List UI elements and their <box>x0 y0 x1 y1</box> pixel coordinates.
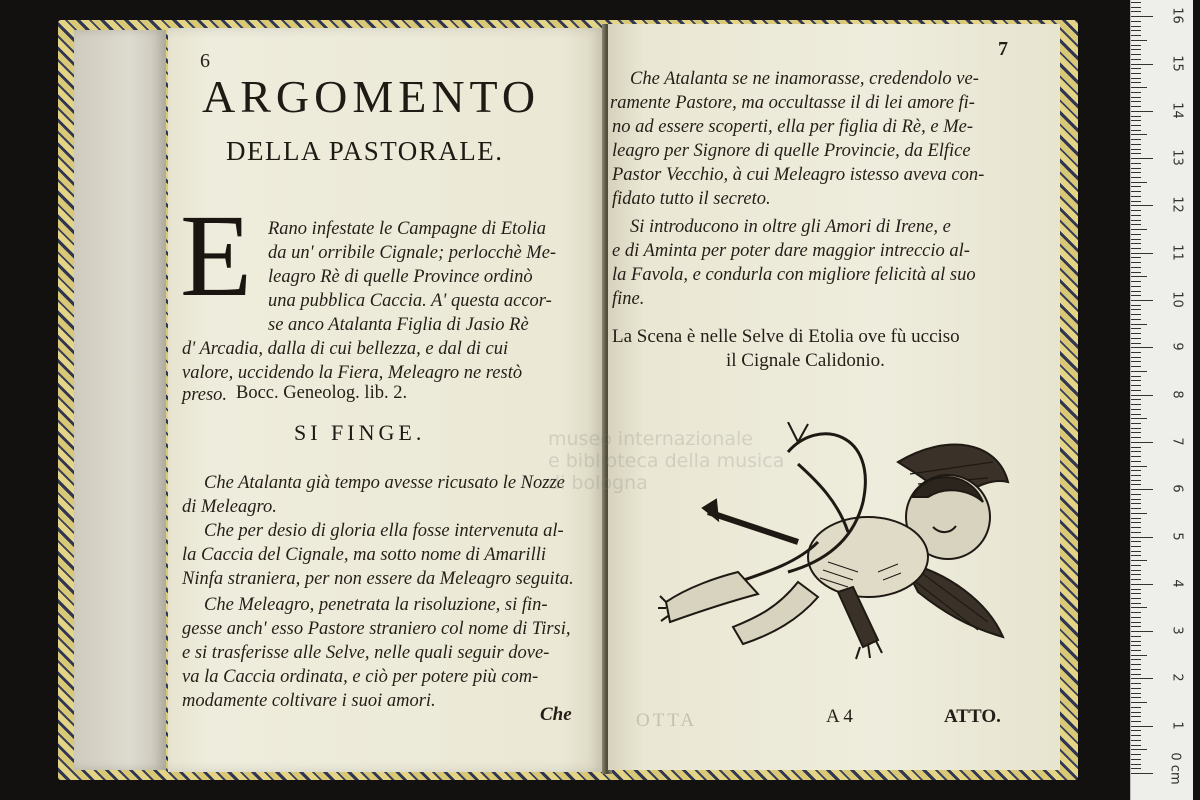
text-line: e si trasferisse alle Selve, nelle quali seguir dove- <box>182 643 550 663</box>
ruler-number: 8 <box>1169 389 1185 399</box>
ruler-tick <box>1131 409 1141 410</box>
ruler-tick <box>1131 593 1141 594</box>
ruler-tick <box>1131 702 1147 703</box>
text-line: Ninfa straniera, per non essere da Meleagro seguita. <box>182 569 574 589</box>
ruler-tick <box>1131 253 1153 254</box>
ruler-tick <box>1131 678 1153 679</box>
ruler-tick <box>1131 570 1141 571</box>
ruler-tick <box>1131 726 1153 727</box>
ruler-number: 3 <box>1169 626 1185 635</box>
ruler-tick <box>1131 551 1141 552</box>
ruler-number: 1 <box>1169 721 1185 730</box>
ruler-tick <box>1131 513 1147 514</box>
ruler-tick <box>1131 286 1141 287</box>
ruler-tick <box>1131 295 1141 296</box>
ruler-tick <box>1131 399 1141 400</box>
ruler-number: 12 <box>1169 196 1185 214</box>
text-line: fine. <box>612 289 645 309</box>
ruler-tick <box>1131 716 1141 717</box>
ruler-tick <box>1131 390 1141 391</box>
ruler-tick <box>1131 361 1141 362</box>
ruler-tick <box>1131 650 1141 651</box>
ruler-tick <box>1131 574 1141 575</box>
ruler-tick <box>1131 376 1141 377</box>
ruler-tick <box>1131 347 1153 348</box>
ruler-number: 4 <box>1169 579 1185 588</box>
ruler-tick <box>1131 437 1141 438</box>
ruler-tick <box>1131 116 1141 117</box>
ruler-tick <box>1131 220 1141 221</box>
ruler-tick <box>1131 432 1141 433</box>
ruler-tick <box>1131 456 1141 457</box>
ruler-tick <box>1131 11 1141 12</box>
ruler-number: 7 <box>1169 437 1185 446</box>
ruler-tick <box>1131 617 1141 618</box>
ruler-tick <box>1131 607 1147 608</box>
ruler-tick <box>1131 120 1141 121</box>
text-line: da un' orribile Cignale; perlocchè Me- <box>268 243 557 263</box>
text-line: Pastor Vecchio, à cui Meleagro istesso aveva con- <box>612 165 985 185</box>
ruler-tick <box>1131 54 1141 55</box>
ruler-tick <box>1131 68 1141 69</box>
ruler-tick <box>1131 385 1141 386</box>
ruler-tick <box>1131 314 1141 315</box>
text-line: valore, uccidendo la Fiera, Meleagro ne restò <box>182 363 523 383</box>
ruler-tick <box>1131 380 1141 381</box>
ruler-tick <box>1131 655 1147 656</box>
ruler-tick <box>1131 546 1141 547</box>
ruler-tick <box>1131 636 1141 637</box>
ruler-tick <box>1131 338 1141 339</box>
ruler-tick <box>1131 480 1141 481</box>
ruler-number: 5 <box>1169 531 1185 541</box>
ruler-tick <box>1131 674 1141 675</box>
ruler-tick <box>1131 196 1141 197</box>
ruler-tick <box>1131 451 1141 452</box>
text-line: va la Caccia ordinata, e ciò per potere più com- <box>182 667 539 687</box>
citation: Bocc. Geneolog. lib. 2. <box>236 383 408 403</box>
text-line: preso. <box>182 385 228 405</box>
ruler-tick <box>1131 754 1141 755</box>
page-number: 6 <box>200 50 210 72</box>
ruler-number: 6 <box>1169 484 1185 493</box>
ruler-tick <box>1131 101 1141 102</box>
ruler-tick <box>1131 328 1141 329</box>
page-subtitle: DELLA PASTORALE. <box>226 136 504 166</box>
ruler-tick <box>1131 470 1141 471</box>
ruler-tick <box>1131 149 1141 150</box>
text-line: Che Atalanta se ne inamorasse, credendolo ve- <box>630 69 979 89</box>
ruler-tick <box>1131 139 1141 140</box>
ruler-number: 13 <box>1169 149 1185 166</box>
ruler-tick <box>1131 565 1141 566</box>
ruler-tick <box>1131 276 1147 277</box>
text-line: di Meleagro. <box>182 497 277 517</box>
left-page <box>168 28 606 772</box>
ruler-number: 2 <box>1169 673 1185 683</box>
ruler-tick <box>1131 248 1141 249</box>
ruler-tick <box>1131 267 1141 268</box>
ruler-tick <box>1131 59 1141 60</box>
ruler-tick <box>1131 475 1141 476</box>
ruler-tick <box>1131 26 1141 27</box>
ruler-tick <box>1131 645 1141 646</box>
ruler-tick <box>1131 201 1141 202</box>
ruler-tick <box>1131 87 1147 88</box>
ruler-tick <box>1131 721 1141 722</box>
ruler-tick <box>1131 560 1147 561</box>
ruler-tick <box>1131 257 1141 258</box>
ruler-number: 11 <box>1169 243 1185 261</box>
ruler-tick <box>1131 461 1141 462</box>
ruler-tick <box>1131 153 1141 154</box>
ruler-tick <box>1131 740 1141 741</box>
ruler-tick <box>1131 125 1141 126</box>
ruler-tick <box>1131 688 1141 689</box>
text-line: Rano infestate le Campagne di Etolia <box>268 219 546 239</box>
ruler-tick <box>1131 404 1141 405</box>
ruler-tick <box>1131 40 1147 41</box>
ruler-tick <box>1131 579 1141 580</box>
ruler-tick <box>1131 745 1141 746</box>
ruler-tick <box>1131 324 1147 325</box>
text-line: una pubblica Caccia. A' questa accor- <box>268 291 552 311</box>
ruler-tick <box>1131 659 1141 660</box>
ruler-tick <box>1131 343 1141 344</box>
ruler-tick <box>1131 683 1141 684</box>
ruler-tick <box>1131 626 1141 627</box>
ruler-tick <box>1131 2 1141 3</box>
ruler-tick <box>1131 49 1141 50</box>
ruler-tick <box>1131 333 1141 334</box>
text-line: Si introducono in oltre gli Amori di Irene, e <box>630 217 951 237</box>
text-line: Che Atalanta già tempo avesse ricusato le Nozze <box>204 473 565 493</box>
watermark <box>548 428 784 494</box>
flyleaf <box>74 30 166 770</box>
ruler-tick <box>1131 598 1141 599</box>
ruler-tick <box>1131 669 1141 670</box>
ruler-tick <box>1131 234 1141 235</box>
ruler-tick <box>1131 134 1147 135</box>
ruler-tick <box>1131 35 1141 36</box>
ruler-tick <box>1131 7 1141 8</box>
right-page <box>608 24 1060 770</box>
ruler-tick <box>1131 300 1153 301</box>
ruler-tick <box>1131 735 1141 736</box>
ruler-tick <box>1131 215 1141 216</box>
ruler-tick <box>1131 205 1153 206</box>
ruler-tick <box>1131 111 1153 112</box>
ruler-tick <box>1131 352 1141 353</box>
ruler-tick <box>1131 414 1141 415</box>
ruler-tick <box>1131 484 1141 485</box>
ruler-tick <box>1131 641 1141 642</box>
ruler-tick <box>1131 64 1153 65</box>
ruler-tick <box>1131 262 1141 263</box>
ruler-tick <box>1131 518 1141 519</box>
ruler-tick <box>1131 16 1153 17</box>
text-line: no ad essere scoperti, ella per figlia di Rè, e Me- <box>612 117 974 137</box>
ruler-tick <box>1131 191 1141 192</box>
text-line: leagro Rè di quelle Province ordinò <box>268 267 533 287</box>
ruler-tick <box>1131 291 1141 292</box>
watermark-line: e biblioteca della musica <box>548 450 785 472</box>
signature-mark: A 4 <box>826 706 853 727</box>
ruler-tick <box>1131 589 1141 590</box>
ruler-tick <box>1131 764 1141 765</box>
ruler-tick <box>1131 489 1153 490</box>
ruler-tick <box>1131 494 1141 495</box>
ruler-tick <box>1131 21 1141 22</box>
text-line: se anco Atalanta Figlia di Jasio Rè <box>268 315 529 335</box>
text-line: e di Aminta per poter dare maggior intreccio al- <box>612 241 970 261</box>
ruler-tick <box>1131 603 1141 604</box>
text-line: la Caccia del Cignale, ma sotto nome di Amarilli <box>182 545 546 565</box>
text-line: Che Meleagro, penetrata la risoluzione, si fin- <box>204 595 548 615</box>
ruler-tick <box>1131 749 1147 750</box>
ruler-tick <box>1131 357 1141 358</box>
ruler-tick <box>1131 768 1141 769</box>
ruler-tick <box>1131 730 1141 731</box>
text-line: ramente Pastore, ma occultasse il di lei amore fi- <box>610 93 975 113</box>
ruler-tick <box>1131 693 1141 694</box>
text-line: la Favola, e condurla con migliore felicità al suo <box>612 265 976 285</box>
ruler-tick <box>1131 508 1141 509</box>
ruler-tick <box>1131 622 1141 623</box>
text-line: gesse anch' esso Pastore straniero col nome di Tirsi, <box>182 619 571 639</box>
ruler-tick <box>1131 186 1141 187</box>
ruler-tick <box>1131 144 1141 145</box>
page-number: 7 <box>998 38 1008 60</box>
ruler-tick <box>1131 45 1141 46</box>
catchword: Che <box>540 704 572 725</box>
ruler-tick <box>1131 163 1141 164</box>
ruler-tick <box>1131 92 1141 93</box>
ruler-tick <box>1131 447 1141 448</box>
scene-line: La Scena è nelle Selve di Etolia ove fù ucciso <box>612 326 960 347</box>
ruler-tick <box>1131 168 1141 169</box>
ruler-number: 9 <box>1169 342 1185 351</box>
ruler-tick <box>1131 78 1141 79</box>
scene-line: il Cignale Calidonio. <box>726 350 885 371</box>
ruler-tick <box>1131 305 1141 306</box>
text-line: Che per desio di gloria ella fosse intervenuta al- <box>204 521 564 541</box>
ruler-tick <box>1131 541 1141 542</box>
ruler-tick <box>1131 707 1141 708</box>
watermark-line: museo internazionale <box>548 428 753 450</box>
ruler-number: 16 <box>1169 7 1185 24</box>
ruler-tick <box>1131 423 1141 424</box>
ruler-tick <box>1131 224 1141 225</box>
ruler-number: 10 <box>1169 291 1185 308</box>
ruler-tick <box>1131 395 1153 396</box>
ruler-tick <box>1131 30 1141 31</box>
ruler-tick <box>1131 466 1147 467</box>
ruler-tick <box>1131 759 1141 760</box>
ruler-tick <box>1131 371 1147 372</box>
ruler-tick <box>1131 182 1147 183</box>
ruler-tick <box>1131 499 1141 500</box>
ruler-tick <box>1131 229 1147 230</box>
ruler-tick <box>1131 97 1141 98</box>
ruler-tick <box>1131 177 1141 178</box>
text-line: modamente coltivare i suoi amori. <box>182 691 436 711</box>
watermark-line: di bologna <box>548 472 648 494</box>
ruler-tick <box>1131 584 1153 585</box>
catchword: ATTO. <box>944 706 1001 727</box>
section-heading: SI FINGE. <box>294 420 426 445</box>
text-line: leagro per Signore di quelle Provincie, da Elfice <box>612 141 971 161</box>
ruler-tick <box>1131 319 1141 320</box>
drop-cap: E <box>180 190 253 321</box>
ruler-tick <box>1131 442 1153 443</box>
ruler-tick <box>1131 773 1153 774</box>
ruler-tick <box>1131 239 1141 240</box>
text-line: d' Arcadia, dalla di cui bellezza, e dal di cui <box>182 339 509 359</box>
ruler-tick <box>1131 130 1141 131</box>
ruler-tick <box>1131 172 1141 173</box>
ruler-tick <box>1131 664 1141 665</box>
ruler-tick <box>1131 555 1141 556</box>
ruler-tick <box>1131 522 1141 523</box>
ruler-tick <box>1131 272 1141 273</box>
ruler-tick <box>1131 428 1141 429</box>
ruler-tick <box>1131 366 1141 367</box>
ruler-tick <box>1131 106 1141 107</box>
ruler-tick <box>1131 243 1141 244</box>
ruler-tick <box>1131 712 1141 713</box>
ruler-tick <box>1131 537 1153 538</box>
ruler-number: 14 <box>1169 102 1185 119</box>
ruler-tick <box>1131 281 1141 282</box>
ruler-tick <box>1131 158 1153 159</box>
ruler-tick <box>1131 309 1141 310</box>
measuring-ruler <box>1130 0 1193 800</box>
ruler-number: 15 <box>1169 54 1185 72</box>
ruler-tick <box>1131 418 1147 419</box>
show-through-text: OTTA <box>636 710 698 731</box>
ruler-tick <box>1131 612 1141 613</box>
ruler-tick <box>1131 503 1141 504</box>
ruler-tick <box>1131 527 1141 528</box>
ruler-tick <box>1131 210 1141 211</box>
ruler-tick <box>1131 82 1141 83</box>
text-line: fidato tutto il secreto. <box>612 189 771 209</box>
ruler-unit-label: 0 cm <box>1167 752 1183 785</box>
ruler-tick <box>1131 697 1141 698</box>
ruler-tick <box>1131 631 1153 632</box>
page-title: ARGOMENTO <box>202 71 541 122</box>
ruler-tick <box>1131 532 1141 533</box>
ruler-tick <box>1131 73 1141 74</box>
